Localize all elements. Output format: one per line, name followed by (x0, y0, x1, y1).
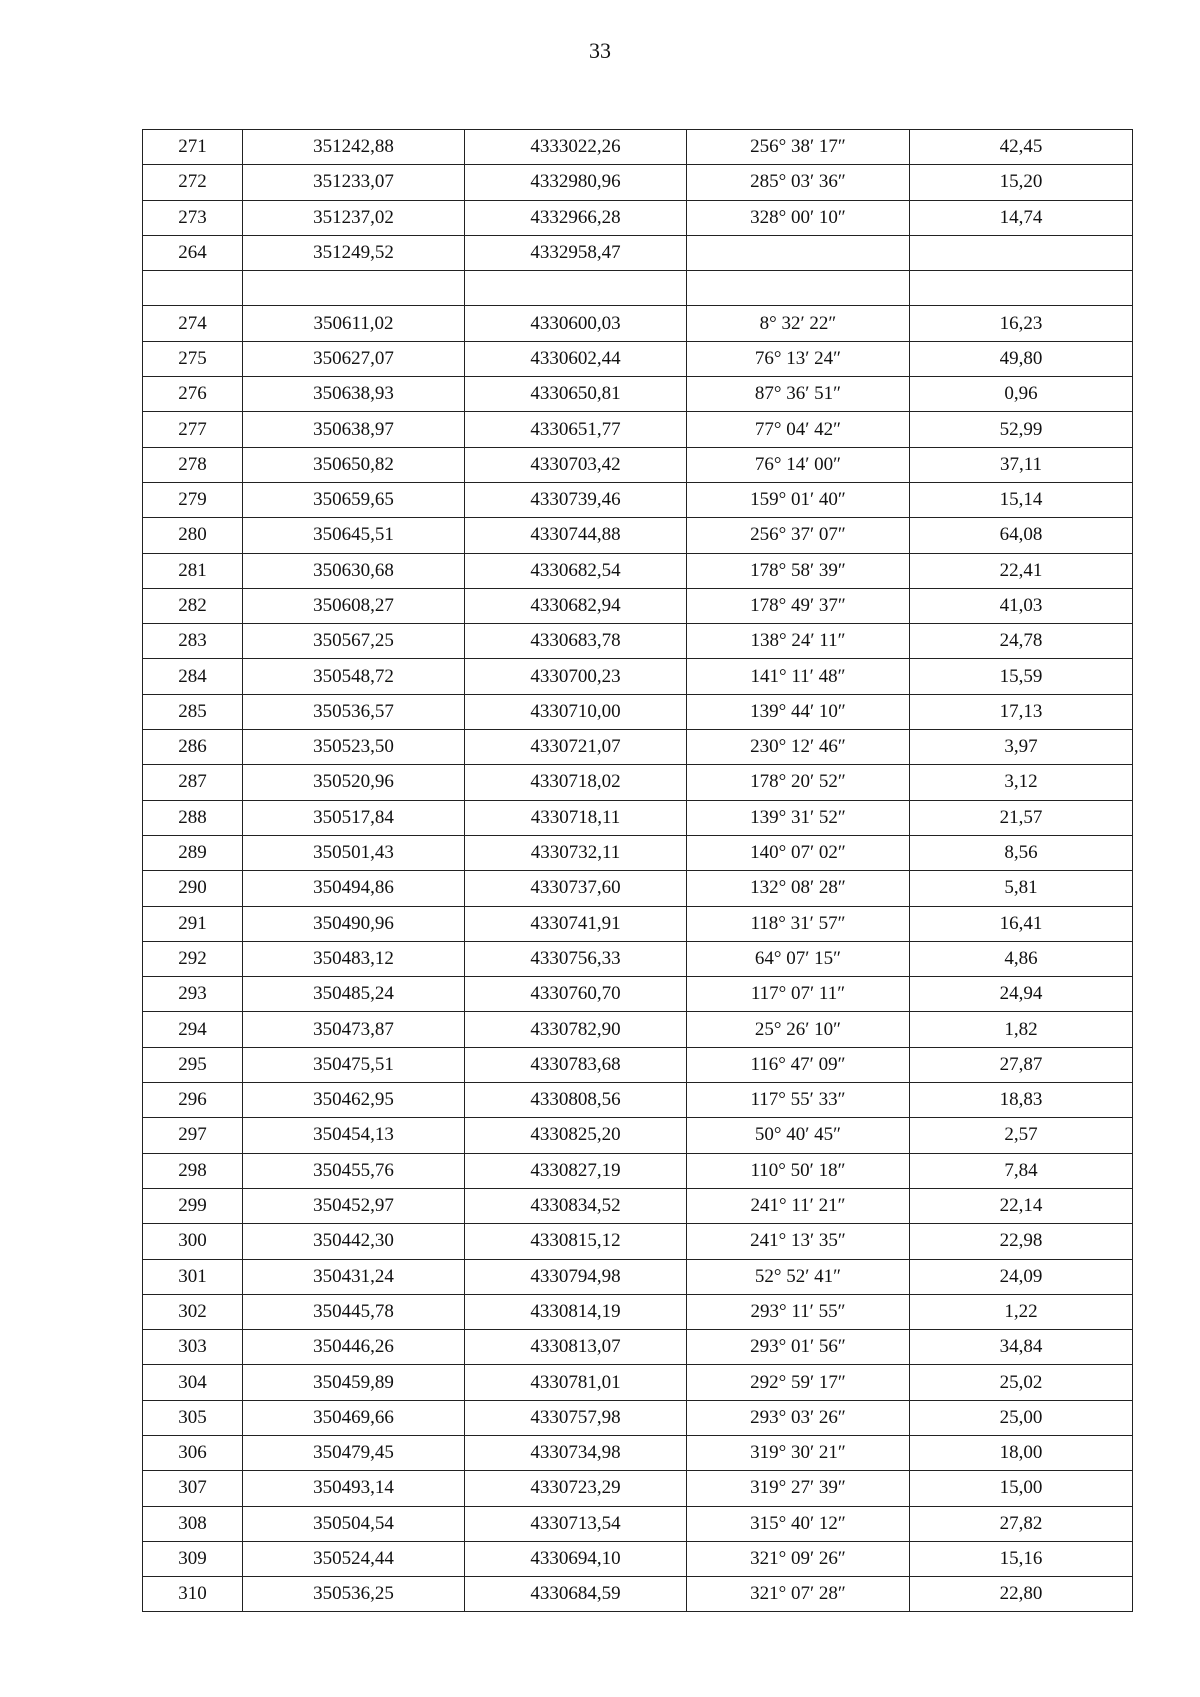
x-coordinate-cell: 350548,72 (243, 659, 465, 694)
x-coordinate-cell: 350517,84 (243, 800, 465, 835)
x-coordinate-cell: 350567,25 (243, 624, 465, 659)
y-coordinate-cell: 4330651,77 (465, 412, 687, 447)
point-number-cell: 310 (143, 1577, 243, 1612)
point-number-cell: 304 (143, 1365, 243, 1400)
x-coordinate-cell (243, 271, 465, 306)
x-coordinate-cell: 351233,07 (243, 165, 465, 200)
distance-cell: 5,81 (910, 871, 1133, 906)
bearing-cell: 241° 13′ 35″ (687, 1224, 910, 1259)
point-number-cell: 307 (143, 1471, 243, 1506)
distance-cell: 24,78 (910, 624, 1133, 659)
point-number-cell: 308 (143, 1506, 243, 1541)
distance-cell: 34,84 (910, 1330, 1133, 1365)
y-coordinate-cell: 4330682,54 (465, 553, 687, 588)
point-number-cell: 279 (143, 482, 243, 517)
point-number-cell: 288 (143, 800, 243, 835)
bearing-cell: 178° 20′ 52″ (687, 765, 910, 800)
table-row (143, 235, 1133, 270)
point-number-cell: 298 (143, 1153, 243, 1188)
table-row (143, 1188, 1133, 1223)
distance-cell (910, 235, 1133, 270)
x-coordinate-cell: 350473,87 (243, 1012, 465, 1047)
distance-cell: 2,57 (910, 1118, 1133, 1153)
bearing-cell: 321° 07′ 28″ (687, 1577, 910, 1612)
y-coordinate-cell: 4330737,60 (465, 871, 687, 906)
bearing-cell: 139° 31′ 52″ (687, 800, 910, 835)
x-coordinate-cell: 350645,51 (243, 518, 465, 553)
point-number-cell: 296 (143, 1083, 243, 1118)
bearing-cell: 116° 47′ 09″ (687, 1047, 910, 1082)
y-coordinate-cell: 4330794,98 (465, 1259, 687, 1294)
point-number-cell: 292 (143, 941, 243, 976)
bearing-cell: 117° 07′ 11″ (687, 977, 910, 1012)
y-coordinate-cell: 4332958,47 (465, 235, 687, 270)
table-row (143, 1330, 1133, 1365)
point-number-cell: 283 (143, 624, 243, 659)
bearing-cell: 241° 11′ 21″ (687, 1188, 910, 1223)
bearing-cell: 118° 31′ 57″ (687, 906, 910, 941)
bearing-cell: 76° 14′ 00″ (687, 447, 910, 482)
y-coordinate-cell: 4330757,98 (465, 1400, 687, 1435)
y-coordinate-cell: 4330756,33 (465, 941, 687, 976)
table-row (143, 835, 1133, 870)
table-row (143, 1471, 1133, 1506)
distance-cell: 15,14 (910, 482, 1133, 517)
x-coordinate-cell: 350483,12 (243, 941, 465, 976)
y-coordinate-cell: 4330808,56 (465, 1083, 687, 1118)
table-row (143, 1365, 1133, 1400)
y-coordinate-cell: 4330721,07 (465, 730, 687, 765)
bearing-cell: 256° 38′ 17″ (687, 130, 910, 165)
bearing-cell: 64° 07′ 15″ (687, 941, 910, 976)
x-coordinate-cell: 350454,13 (243, 1118, 465, 1153)
distance-cell: 15,59 (910, 659, 1133, 694)
table-row (143, 1012, 1133, 1047)
point-number-cell: 264 (143, 235, 243, 270)
point-number-cell: 293 (143, 977, 243, 1012)
y-coordinate-cell: 4330684,59 (465, 1577, 687, 1612)
x-coordinate-cell: 350494,86 (243, 871, 465, 906)
distance-cell: 3,12 (910, 765, 1133, 800)
table-row (143, 730, 1133, 765)
table-row (143, 1224, 1133, 1259)
bearing-cell: 139° 44′ 10″ (687, 694, 910, 729)
distance-cell: 27,87 (910, 1047, 1133, 1082)
point-number-cell: 297 (143, 1118, 243, 1153)
x-coordinate-cell: 350536,57 (243, 694, 465, 729)
table-row (143, 377, 1133, 412)
table-row (143, 1435, 1133, 1470)
point-number-cell: 289 (143, 835, 243, 870)
distance-cell: 24,09 (910, 1259, 1133, 1294)
bearing-cell: 256° 37′ 07″ (687, 518, 910, 553)
bearing-cell: 315° 40′ 12″ (687, 1506, 910, 1541)
distance-cell: 22,80 (910, 1577, 1133, 1612)
bearing-cell: 76° 13′ 24″ (687, 341, 910, 376)
x-coordinate-cell: 350469,66 (243, 1400, 465, 1435)
bearing-cell: 132° 08′ 28″ (687, 871, 910, 906)
table-row (143, 1118, 1133, 1153)
distance-cell (910, 271, 1133, 306)
table-row (143, 624, 1133, 659)
bearing-cell: 293° 11′ 55″ (687, 1294, 910, 1329)
table-row (143, 447, 1133, 482)
point-number-cell (143, 271, 243, 306)
distance-cell: 16,23 (910, 306, 1133, 341)
bearing-cell: 178° 49′ 37″ (687, 588, 910, 623)
distance-cell: 17,13 (910, 694, 1133, 729)
bearing-cell: 293° 01′ 56″ (687, 1330, 910, 1365)
distance-cell: 1,82 (910, 1012, 1133, 1047)
table-row (143, 1400, 1133, 1435)
point-number-cell: 284 (143, 659, 243, 694)
table-row (143, 765, 1133, 800)
point-number-cell: 295 (143, 1047, 243, 1082)
x-coordinate-cell: 350611,02 (243, 306, 465, 341)
distance-cell: 22,14 (910, 1188, 1133, 1223)
x-coordinate-cell: 351242,88 (243, 130, 465, 165)
bearing-cell: 141° 11′ 48″ (687, 659, 910, 694)
y-coordinate-cell: 4330723,29 (465, 1471, 687, 1506)
point-number-cell: 300 (143, 1224, 243, 1259)
bearing-cell: 285° 03′ 36″ (687, 165, 910, 200)
table-row (143, 659, 1133, 694)
table-row (143, 1506, 1133, 1541)
x-coordinate-cell: 350524,44 (243, 1541, 465, 1576)
point-number-cell: 271 (143, 130, 243, 165)
point-number-cell: 276 (143, 377, 243, 412)
distance-cell: 42,45 (910, 130, 1133, 165)
distance-cell: 4,86 (910, 941, 1133, 976)
page-number: 33 (589, 38, 611, 63)
x-coordinate-cell: 351249,52 (243, 235, 465, 270)
bearing-cell: 321° 09′ 26″ (687, 1541, 910, 1576)
point-number-cell: 309 (143, 1541, 243, 1576)
table-row (143, 200, 1133, 235)
y-coordinate-cell: 4330718,02 (465, 765, 687, 800)
x-coordinate-cell: 350608,27 (243, 588, 465, 623)
point-number-cell: 290 (143, 871, 243, 906)
table-row (143, 553, 1133, 588)
distance-cell: 7,84 (910, 1153, 1133, 1188)
table-row (143, 1577, 1133, 1612)
table-row (143, 941, 1133, 976)
table-row (143, 694, 1133, 729)
distance-cell: 41,03 (910, 588, 1133, 623)
y-coordinate-cell: 4330834,52 (465, 1188, 687, 1223)
x-coordinate-cell: 350455,76 (243, 1153, 465, 1188)
x-coordinate-cell: 350627,07 (243, 341, 465, 376)
distance-cell: 16,41 (910, 906, 1133, 941)
table-row (143, 1153, 1133, 1188)
table-row (143, 482, 1133, 517)
bearing-cell: 140° 07′ 02″ (687, 835, 910, 870)
x-coordinate-cell: 350493,14 (243, 1471, 465, 1506)
y-coordinate-cell: 4330827,19 (465, 1153, 687, 1188)
bearing-cell: 8° 32′ 22″ (687, 306, 910, 341)
table-row (143, 800, 1133, 835)
point-number-cell: 302 (143, 1294, 243, 1329)
y-coordinate-cell: 4330783,68 (465, 1047, 687, 1082)
distance-cell: 25,00 (910, 1400, 1133, 1435)
y-coordinate-cell: 4330703,42 (465, 447, 687, 482)
distance-cell: 22,98 (910, 1224, 1133, 1259)
y-coordinate-cell: 4330782,90 (465, 1012, 687, 1047)
y-coordinate-cell: 4332980,96 (465, 165, 687, 200)
point-number-cell: 280 (143, 518, 243, 553)
distance-cell: 22,41 (910, 553, 1133, 588)
distance-cell: 1,22 (910, 1294, 1133, 1329)
y-coordinate-cell (465, 271, 687, 306)
point-number-cell: 274 (143, 306, 243, 341)
point-number-cell: 299 (143, 1188, 243, 1223)
x-coordinate-cell: 350446,26 (243, 1330, 465, 1365)
table-row (143, 871, 1133, 906)
x-coordinate-cell: 350462,95 (243, 1083, 465, 1118)
distance-cell: 0,96 (910, 377, 1133, 412)
x-coordinate-cell: 350650,82 (243, 447, 465, 482)
y-coordinate-cell: 4330600,03 (465, 306, 687, 341)
distance-cell: 52,99 (910, 412, 1133, 447)
bearing-cell: 178° 58′ 39″ (687, 553, 910, 588)
y-coordinate-cell: 4330650,81 (465, 377, 687, 412)
distance-cell: 49,80 (910, 341, 1133, 376)
bearing-cell: 159° 01′ 40″ (687, 482, 910, 517)
point-number-cell: 287 (143, 765, 243, 800)
y-coordinate-cell: 4330732,11 (465, 835, 687, 870)
distance-cell: 15,16 (910, 1541, 1133, 1576)
point-number-cell: 285 (143, 694, 243, 729)
table-row (143, 1541, 1133, 1576)
distance-cell: 27,82 (910, 1506, 1133, 1541)
y-coordinate-cell: 4332966,28 (465, 200, 687, 235)
distance-cell: 24,94 (910, 977, 1133, 1012)
distance-cell: 15,20 (910, 165, 1133, 200)
bearing-cell: 52° 52′ 41″ (687, 1259, 910, 1294)
distance-cell: 37,11 (910, 447, 1133, 482)
y-coordinate-cell: 4330814,19 (465, 1294, 687, 1329)
x-coordinate-cell: 350638,93 (243, 377, 465, 412)
y-coordinate-cell: 4330718,11 (465, 800, 687, 835)
coordinates-table (142, 129, 1133, 1612)
distance-cell: 18,83 (910, 1083, 1133, 1118)
y-coordinate-cell: 4330825,20 (465, 1118, 687, 1153)
table-row (143, 977, 1133, 1012)
table-row (143, 130, 1133, 165)
point-number-cell: 275 (143, 341, 243, 376)
point-number-cell: 291 (143, 906, 243, 941)
table-row (143, 271, 1133, 306)
distance-cell: 15,00 (910, 1471, 1133, 1506)
bearing-cell: 319° 30′ 21″ (687, 1435, 910, 1470)
x-coordinate-cell: 350630,68 (243, 553, 465, 588)
table-row (143, 341, 1133, 376)
bearing-cell: 25° 26′ 10″ (687, 1012, 910, 1047)
point-number-cell: 303 (143, 1330, 243, 1365)
bearing-cell: 87° 36′ 51″ (687, 377, 910, 412)
x-coordinate-cell: 350659,65 (243, 482, 465, 517)
y-coordinate-cell: 4330734,98 (465, 1435, 687, 1470)
x-coordinate-cell: 350452,97 (243, 1188, 465, 1223)
point-number-cell: 294 (143, 1012, 243, 1047)
y-coordinate-cell: 4330710,00 (465, 694, 687, 729)
table-row (143, 906, 1133, 941)
point-number-cell: 286 (143, 730, 243, 765)
x-coordinate-cell: 351237,02 (243, 200, 465, 235)
table-row (143, 518, 1133, 553)
bearing-cell: 293° 03′ 26″ (687, 1400, 910, 1435)
y-coordinate-cell: 4330682,94 (465, 588, 687, 623)
y-coordinate-cell: 4330683,78 (465, 624, 687, 659)
x-coordinate-cell: 350501,43 (243, 835, 465, 870)
y-coordinate-cell: 4330744,88 (465, 518, 687, 553)
x-coordinate-cell: 350431,24 (243, 1259, 465, 1294)
point-number-cell: 273 (143, 200, 243, 235)
y-coordinate-cell: 4330813,07 (465, 1330, 687, 1365)
point-number-cell: 301 (143, 1259, 243, 1294)
point-number-cell: 277 (143, 412, 243, 447)
distance-cell: 21,57 (910, 800, 1133, 835)
x-coordinate-cell: 350523,50 (243, 730, 465, 765)
y-coordinate-cell: 4330694,10 (465, 1541, 687, 1576)
y-coordinate-cell: 4330739,46 (465, 482, 687, 517)
table-row (143, 165, 1133, 200)
y-coordinate-cell: 4330602,44 (465, 341, 687, 376)
bearing-cell: 319° 27′ 39″ (687, 1471, 910, 1506)
distance-cell: 25,02 (910, 1365, 1133, 1400)
bearing-cell: 117° 55′ 33″ (687, 1083, 910, 1118)
table-row (143, 306, 1133, 341)
table-row (143, 1294, 1133, 1329)
distance-cell: 64,08 (910, 518, 1133, 553)
x-coordinate-cell: 350520,96 (243, 765, 465, 800)
table-row (143, 1259, 1133, 1294)
y-coordinate-cell: 4330700,23 (465, 659, 687, 694)
x-coordinate-cell: 350504,54 (243, 1506, 465, 1541)
bearing-cell: 138° 24′ 11″ (687, 624, 910, 659)
point-number-cell: 281 (143, 553, 243, 588)
point-number-cell: 282 (143, 588, 243, 623)
table-row (143, 412, 1133, 447)
x-coordinate-cell: 350442,30 (243, 1224, 465, 1259)
y-coordinate-cell: 4330760,70 (465, 977, 687, 1012)
distance-cell: 18,00 (910, 1435, 1133, 1470)
y-coordinate-cell: 4330713,54 (465, 1506, 687, 1541)
bearing-cell: 50° 40′ 45″ (687, 1118, 910, 1153)
x-coordinate-cell: 350445,78 (243, 1294, 465, 1329)
bearing-cell: 292° 59′ 17″ (687, 1365, 910, 1400)
y-coordinate-cell: 4330815,12 (465, 1224, 687, 1259)
point-number-cell: 278 (143, 447, 243, 482)
bearing-cell (687, 235, 910, 270)
x-coordinate-cell: 350638,97 (243, 412, 465, 447)
bearing-cell: 110° 50′ 18″ (687, 1153, 910, 1188)
point-number-cell: 306 (143, 1435, 243, 1470)
x-coordinate-cell: 350485,24 (243, 977, 465, 1012)
y-coordinate-cell: 4330781,01 (465, 1365, 687, 1400)
distance-cell: 14,74 (910, 200, 1133, 235)
bearing-cell: 77° 04′ 42″ (687, 412, 910, 447)
bearing-cell: 328° 00′ 10″ (687, 200, 910, 235)
table-row (143, 588, 1133, 623)
coordinates-table-body (143, 130, 1133, 1612)
x-coordinate-cell: 350459,89 (243, 1365, 465, 1400)
y-coordinate-cell: 4330741,91 (465, 906, 687, 941)
table-row (143, 1047, 1133, 1082)
distance-cell: 8,56 (910, 835, 1133, 870)
distance-cell: 3,97 (910, 730, 1133, 765)
point-number-cell: 305 (143, 1400, 243, 1435)
point-number-cell: 272 (143, 165, 243, 200)
x-coordinate-cell: 350475,51 (243, 1047, 465, 1082)
x-coordinate-cell: 350536,25 (243, 1577, 465, 1612)
y-coordinate-cell: 4333022,26 (465, 130, 687, 165)
bearing-cell (687, 271, 910, 306)
x-coordinate-cell: 350490,96 (243, 906, 465, 941)
x-coordinate-cell: 350479,45 (243, 1435, 465, 1470)
bearing-cell: 230° 12′ 46″ (687, 730, 910, 765)
table-row (143, 1083, 1133, 1118)
